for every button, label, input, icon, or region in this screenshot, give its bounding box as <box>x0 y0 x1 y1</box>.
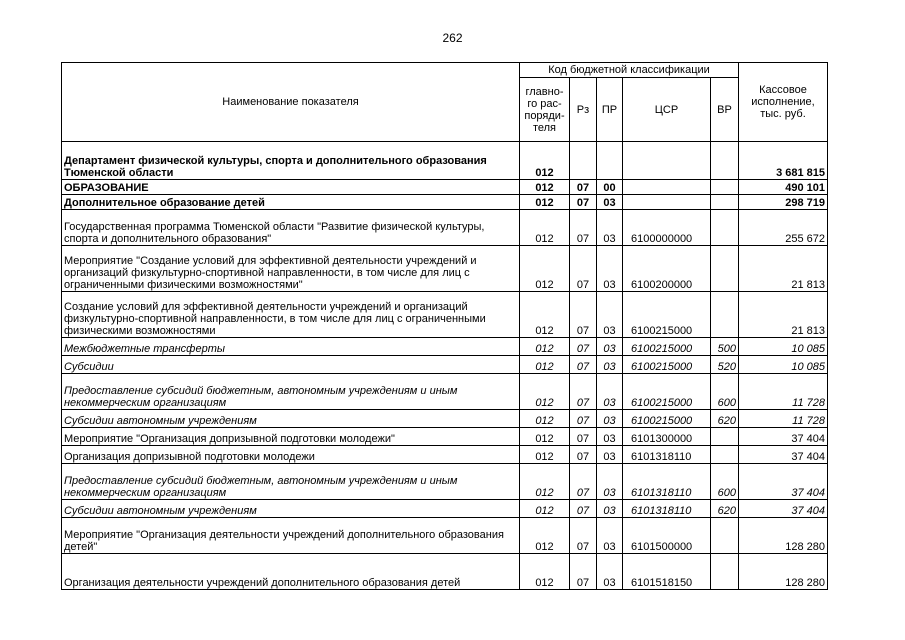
row-name: Организация деятельности учреждений дополнительного образования детей <box>62 554 520 590</box>
table-row <box>62 142 828 180</box>
row-name: Департамент физической культуры, спорта и дополнительного образования Тюменской области <box>62 142 520 180</box>
table-row <box>62 292 828 338</box>
row-rz: 07 <box>570 246 597 292</box>
row-csr: 6100215000 <box>623 410 711 428</box>
row-glavny: 012 <box>520 464 570 500</box>
row-csr: 6101518150 <box>623 554 711 590</box>
row-pr: 00 <box>597 180 623 195</box>
row-amount: 21 813 <box>739 292 828 338</box>
row-glavny: 012 <box>520 410 570 428</box>
row-pr: 03 <box>597 292 623 338</box>
table-row <box>62 518 828 554</box>
row-glavny: 012 <box>520 210 570 246</box>
row-csr: 6101318110 <box>623 464 711 500</box>
row-glavny: 012 <box>520 142 570 180</box>
header-pr: ПР <box>597 78 623 142</box>
row-name: Мероприятие "Организация допризывной подготовки молодежи" <box>62 428 520 446</box>
row-rz <box>570 142 597 180</box>
row-glavny: 012 <box>520 500 570 518</box>
row-amount: 3 681 815 <box>739 142 828 180</box>
row-amount: 128 280 <box>739 554 828 590</box>
table-row <box>62 428 828 446</box>
row-glavny: 012 <box>520 292 570 338</box>
row-glavny: 012 <box>520 356 570 374</box>
row-csr: 6100215000 <box>623 374 711 410</box>
budget-table <box>61 62 828 590</box>
row-amount: 21 813 <box>739 246 828 292</box>
row-amount: 37 404 <box>739 428 828 446</box>
header-amount: Кассовое исполнение, тыс. руб. <box>739 63 828 142</box>
row-amount: 298 719 <box>739 195 828 210</box>
row-amount: 11 728 <box>739 374 828 410</box>
row-vr: 600 <box>711 374 739 410</box>
table-row <box>62 210 828 246</box>
row-csr <box>623 195 711 210</box>
row-name: Мероприятие "Организация деятельности учреждений дополнительного образования детей" <box>62 518 520 554</box>
table-row <box>62 554 828 590</box>
table-row <box>62 338 828 356</box>
row-pr <box>597 142 623 180</box>
row-vr <box>711 554 739 590</box>
table-header <box>62 63 828 142</box>
row-amount: 37 404 <box>739 464 828 500</box>
row-name: Организация допризывной подготовки молодежи <box>62 446 520 464</box>
row-name: Дополнительное образование детей <box>62 195 520 210</box>
row-csr: 6100200000 <box>623 246 711 292</box>
row-vr <box>711 195 739 210</box>
row-pr: 03 <box>597 410 623 428</box>
row-glavny: 012 <box>520 246 570 292</box>
row-glavny: 012 <box>520 428 570 446</box>
row-rz: 07 <box>570 292 597 338</box>
row-glavny: 012 <box>520 338 570 356</box>
row-vr <box>711 428 739 446</box>
header-vr: ВР <box>711 78 739 142</box>
table-row <box>62 356 828 374</box>
row-vr <box>711 446 739 464</box>
row-name: Мероприятие "Создание условий для эффективной деятельности учреждений и организаций физкультурно-спортивной направленности, в том числе для лиц с ограниченными физическими возможностями" <box>62 246 520 292</box>
row-glavny: 012 <box>520 518 570 554</box>
table-row <box>62 500 828 518</box>
row-glavny: 012 <box>520 180 570 195</box>
row-pr: 03 <box>597 428 623 446</box>
row-csr: 6101318110 <box>623 500 711 518</box>
row-rz: 07 <box>570 210 597 246</box>
row-name: Создание условий для эффективной деятельности учреждений и организаций физкультурно-спортивной направленности, в том числе для лиц с ограниченными физическими возможностями <box>62 292 520 338</box>
row-amount: 37 404 <box>739 500 828 518</box>
row-pr: 03 <box>597 338 623 356</box>
row-amount: 10 085 <box>739 356 828 374</box>
header-csr: ЦСР <box>623 78 711 142</box>
row-csr: 6101500000 <box>623 518 711 554</box>
row-rz: 07 <box>570 338 597 356</box>
row-rz: 07 <box>570 500 597 518</box>
row-csr <box>623 142 711 180</box>
row-vr <box>711 180 739 195</box>
table-body <box>62 142 828 590</box>
row-csr: 6101318110 <box>623 446 711 464</box>
row-name: Субсидии <box>62 356 520 374</box>
row-amount: 128 280 <box>739 518 828 554</box>
row-rz: 07 <box>570 518 597 554</box>
row-name: Предоставление субсидий бюджетным, автономным учреждениям и иным некоммерческим организациям <box>62 464 520 500</box>
row-vr <box>711 518 739 554</box>
row-pr: 03 <box>597 554 623 590</box>
header-glavny: главно-го рас-поряди-теля <box>520 78 570 142</box>
row-rz: 07 <box>570 464 597 500</box>
row-vr <box>711 292 739 338</box>
row-rz: 07 <box>570 410 597 428</box>
row-name: Государственная программа Тюменской области "Развитие физической культуры, спорта и дополнительного образования" <box>62 210 520 246</box>
header-code-group: Код бюджетной классификации <box>520 63 739 78</box>
row-name: Субсидии автономным учреждениям <box>62 500 520 518</box>
row-csr: 6100215000 <box>623 338 711 356</box>
row-csr <box>623 180 711 195</box>
row-rz: 07 <box>570 180 597 195</box>
row-amount: 10 085 <box>739 338 828 356</box>
row-csr: 6100215000 <box>623 356 711 374</box>
row-glavny: 012 <box>520 195 570 210</box>
row-glavny: 012 <box>520 446 570 464</box>
row-csr: 6100000000 <box>623 210 711 246</box>
table-row <box>62 180 828 195</box>
row-name: Межбюджетные трансферты <box>62 338 520 356</box>
row-rz: 07 <box>570 446 597 464</box>
row-pr: 03 <box>597 210 623 246</box>
row-vr: 500 <box>711 338 739 356</box>
row-pr: 03 <box>597 246 623 292</box>
row-pr: 03 <box>597 195 623 210</box>
header-rz: Рз <box>570 78 597 142</box>
row-pr: 03 <box>597 464 623 500</box>
row-vr: 620 <box>711 410 739 428</box>
row-amount: 11 728 <box>739 410 828 428</box>
table-row <box>62 195 828 210</box>
row-rz: 07 <box>570 374 597 410</box>
row-pr: 03 <box>597 356 623 374</box>
table-row <box>62 410 828 428</box>
row-pr: 03 <box>597 446 623 464</box>
row-rz: 07 <box>570 428 597 446</box>
row-name: ОБРАЗОВАНИЕ <box>62 180 520 195</box>
row-name: Предоставление субсидий бюджетным, автономным учреждениям и иным некоммерческим организациям <box>62 374 520 410</box>
table-row <box>62 374 828 410</box>
row-rz: 07 <box>570 554 597 590</box>
row-csr: 6101300000 <box>623 428 711 446</box>
table-row <box>62 464 828 500</box>
row-pr: 03 <box>597 374 623 410</box>
page-number: 262 <box>442 31 463 45</box>
row-amount: 255 672 <box>739 210 828 246</box>
row-vr: 600 <box>711 464 739 500</box>
row-glavny: 012 <box>520 554 570 590</box>
row-vr <box>711 246 739 292</box>
table-row <box>62 446 828 464</box>
row-vr <box>711 142 739 180</box>
row-rz: 07 <box>570 195 597 210</box>
row-vr: 620 <box>711 500 739 518</box>
row-vr <box>711 210 739 246</box>
header-name: Наименование показателя <box>62 63 520 142</box>
row-amount: 37 404 <box>739 446 828 464</box>
row-vr: 520 <box>711 356 739 374</box>
row-rz: 07 <box>570 356 597 374</box>
table-row <box>62 246 828 292</box>
row-csr: 6100215000 <box>623 292 711 338</box>
row-glavny: 012 <box>520 374 570 410</box>
row-pr: 03 <box>597 500 623 518</box>
row-name: Субсидии автономным учреждениям <box>62 410 520 428</box>
row-pr: 03 <box>597 518 623 554</box>
row-amount: 490 101 <box>739 180 828 195</box>
